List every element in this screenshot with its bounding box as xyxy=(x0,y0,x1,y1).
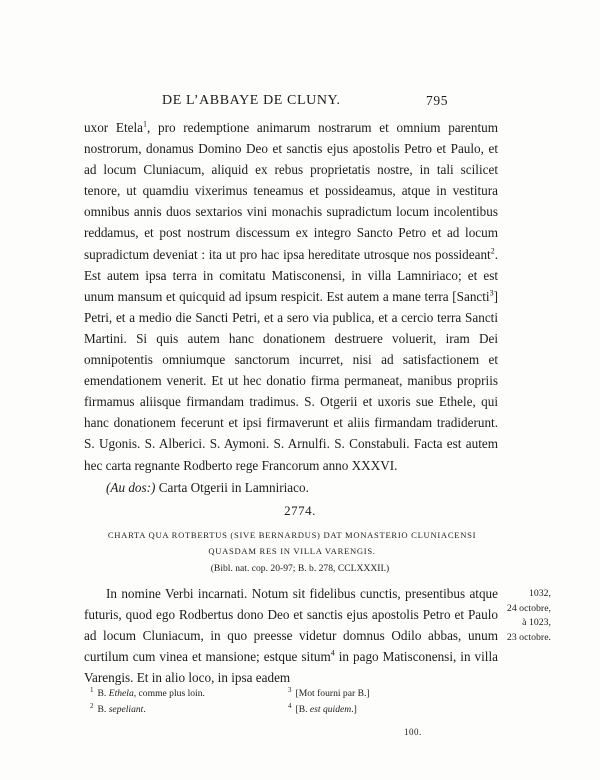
charter-source: (Bibl. nat. cop. 20-97; B. b. 278, CCLXXXII.) xyxy=(210,563,390,574)
footnote: $^4$ [B. est quidem.] xyxy=(288,701,357,715)
charter-paragraph: In nomine Verbi incarnati. Notum sit fidelibus cunctis, presentibus atque futuris, quod ego Rodbertus dono Deo et sanctis ejus apostolis Petro et Paulo ad locum Cluniacum, in quo preesse videtur domnus Odilo abbas, unum curtilum cum vinea et mansione; estque situm$^4$ in pago Matisconensi, in villa Varengis. Et in alio loco, in ipsa eadem xyxy=(84,586,498,686)
rubric-line: CHARTA QUA ROTBERTUS (SIVE BERNARDUS) DAT MONASTERIO CLUNIACENSI xyxy=(107,530,477,540)
rubric-line: QUASDAM RES IN VILLA VARENGIS. xyxy=(208,546,376,556)
signature-mark: 100. xyxy=(404,727,422,737)
preceding-charter-text xyxy=(84,117,498,498)
margin-date: 1032, 24 octobre, à 1023, 23 octobre. xyxy=(506,588,551,643)
charter-rubric xyxy=(96,527,488,559)
footnote-ref: 2 xyxy=(490,246,495,256)
preceding-charter-paragraph: uxor Etela$^1$, pro redemptione animarum nostrarum et omnium parentum nostrorum, donamus Domino Deo et sanctis ejus apostolis Petro et Paulo, et ad locum Cluniacum, aliquid ex rebus proprietatis nostre, in tali scilicet tenore, ut quamdiu vixerimus teneamus et possideamus, atque in vestitura omnibus annis duos sextarios vini monachis supradictum locum incolentibus reddamus, et post nostrum discessum ex integro Sancto Petro et ad locum supradictum deveniat : ita ut pro hac ipsa hereditate utrosque nos possideant$^2$. Est autem ipsa terra in comitatu Matisconensi, in villa Lamniriaco; et est unum mansum et quicquid ad ipsum respicit. Est autem a mane terra [Sancti$^3$] Petri, et a medio die Sancti Petri, et a sero via publica, et a cercio terra Sancti Martini. Si quis autem hanc donationem destruere voluerit, iram Dei omnipotentis omniumque sanctorum incurret, nisi ad satisfactionem et emendationem venerit. Et ut hec donatio firma permaneat, manibus propriis firmamus aliisque firmandam tradimus. S. Otgerii et uxoris sue Ethele, qui hanc donationem fecerunt et ipsi firmaverunt et aliis firmandam tradiderunt. S. Ugonis. S. Alberici. S. Aymoni. S. Arnulfi. S. Constabuli. Facta est autem hec carta regnante Rodberto rege Francorum anno XXXVI. xyxy=(84,119,498,473)
footnote: $^2$ B. sepeliant. xyxy=(90,701,146,715)
page-number: 795 xyxy=(426,93,449,108)
charter-number: 2774. xyxy=(284,503,316,518)
footnote-ref: 1 xyxy=(142,119,147,129)
footnote-ref: 3 xyxy=(489,288,494,298)
footnote: $^1$ B. Ethela, comme plus loin. xyxy=(90,685,205,699)
running-title: DE L’ABBAYE DE CLUNY. xyxy=(162,93,341,108)
footnotes xyxy=(90,686,510,720)
running-head xyxy=(0,93,600,113)
dorse-note: (Au dos:) Carta Otgerii in Lamniriaco. xyxy=(106,479,309,495)
footnote: $^3$ [Mot fourni par B.] xyxy=(288,685,370,699)
dorse-label: (Au dos:) xyxy=(106,479,156,495)
charter-text xyxy=(84,583,498,688)
footnote-ref: 4 xyxy=(330,648,335,658)
